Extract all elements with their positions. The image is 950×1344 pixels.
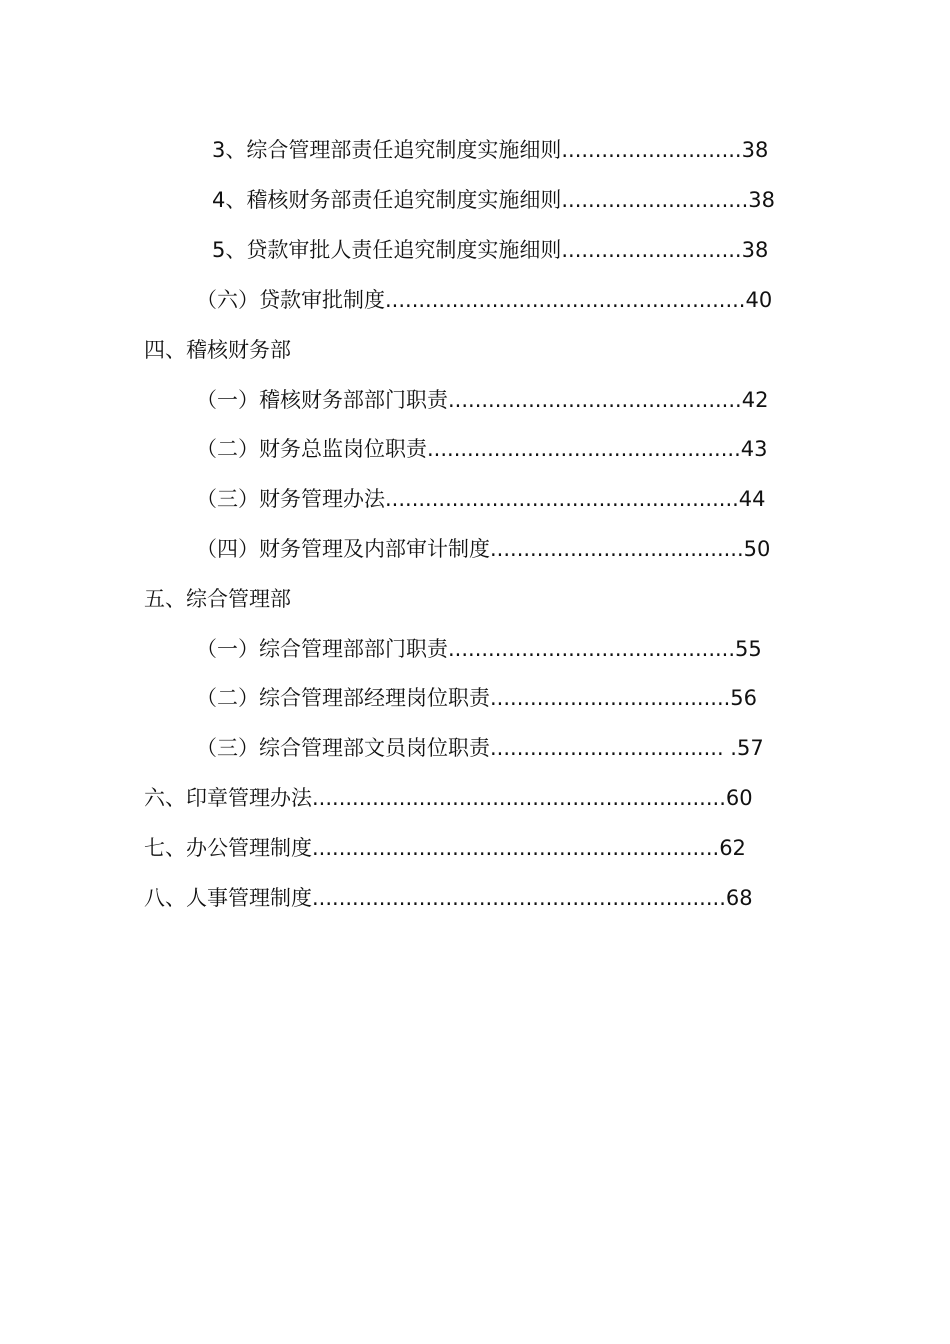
toc-entry-5-responsibility-loan-approver: 5、贷款审批人责任追究制度实施细则...........................38 bbox=[212, 238, 769, 262]
toc-section-personnel-management: 八、人事管理制度..............................................................68 bbox=[144, 886, 753, 910]
toc-entry-general-mgmt-manager-duties: （二）综合管理部经理岗位职责....................................56 bbox=[196, 686, 758, 710]
toc-entry-cfo-duties: （二）财务总监岗位职责...............................................43 bbox=[196, 437, 768, 461]
toc-section-office-management: 七、办公管理制度.............................................................62 bbox=[144, 836, 746, 860]
toc-section-audit-finance-dept: 四、稽核财务部 bbox=[144, 338, 291, 362]
toc-section-seal-management: 六、印章管理办法..............................................................60 bbox=[144, 786, 753, 810]
toc-entry-audit-finance-duties: （一）稽核财务部部门职责............................................42 bbox=[196, 388, 769, 412]
toc-entry-finance-internal-audit: （四）财务管理及内部审计制度......................................50 bbox=[196, 537, 771, 561]
toc-entry-3-responsibility-general-mgmt: 3、综合管理部责任追究制度实施细则...........................38 bbox=[212, 138, 769, 162]
toc-entry-4-responsibility-audit-finance: 4、稽核财务部责任追究制度实施细则............................38 bbox=[212, 188, 775, 212]
toc-entry-general-mgmt-clerk-duties: （三）综合管理部文员岗位职责................................... .57 bbox=[196, 736, 764, 760]
toc-entry-general-mgmt-duties: （一）综合管理部部门职责...........................................55 bbox=[196, 637, 762, 661]
toc-entry-loan-approval-system: （六）贷款审批制度......................................................40 bbox=[196, 288, 773, 312]
toc-entry-finance-mgmt-measures: （三）财务管理办法.....................................................44 bbox=[196, 487, 766, 511]
toc-section-general-mgmt-dept: 五、综合管理部 bbox=[144, 587, 291, 611]
